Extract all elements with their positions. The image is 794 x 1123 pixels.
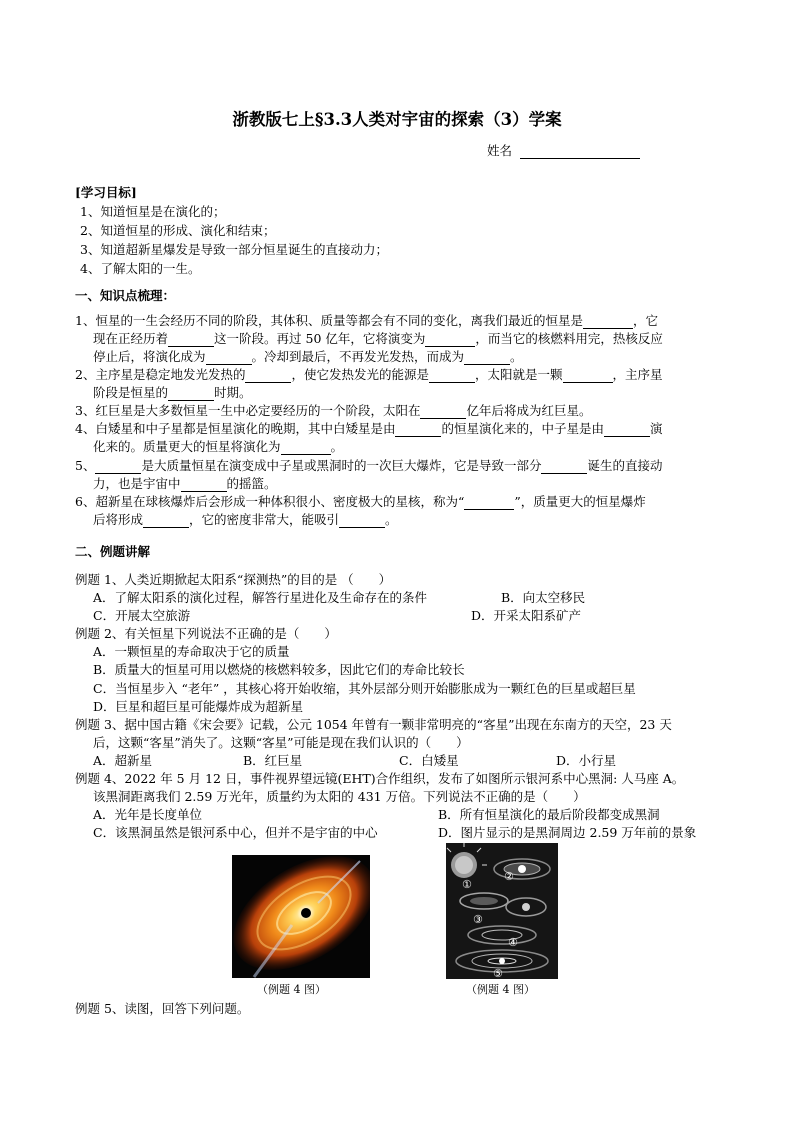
blank[interactable] xyxy=(339,514,385,528)
blank[interactable] xyxy=(429,369,475,383)
star-evolution-graphic xyxy=(446,843,558,979)
stage-label: ① xyxy=(462,878,472,891)
blank[interactable] xyxy=(604,423,650,437)
stage-label: ② xyxy=(504,870,514,883)
k5-line2: 力，也是宇宙中 的摇篮。 xyxy=(93,476,277,491)
k1-line3: 停止后，将演化成为 。冷却到最后，不再发光发热，而成为 。 xyxy=(93,349,523,364)
blank[interactable] xyxy=(464,496,514,510)
ex3-option-d[interactable]: D．小行星 xyxy=(556,753,617,768)
star-evolution-image xyxy=(446,843,558,979)
page-title: 浙教版七上§3.3人类对宇宙的探索（3）学案 xyxy=(232,110,562,129)
k6-line1: 6、超新星在球核爆炸后会形成一种体积很小、密度极大的星核，称为“ ”，质量更大的恒星爆炸 xyxy=(75,494,646,509)
ex4-question-line2: 该黑洞距离我们 2.59 万光年，质量约为太阳的 431 万倍。下列说法不正确的是（ ） xyxy=(93,789,586,804)
ex2-question: 例题 2、有关恒星下列说法不正确的是（ ） xyxy=(75,626,337,641)
section2-heading: 二、例题讲解 xyxy=(75,544,151,559)
blank[interactable] xyxy=(583,315,633,329)
ex3-option-c[interactable]: C．白矮星 xyxy=(399,753,459,768)
k1-line1: 1、恒星的一生会经历不同的阶段，其体积、质量等都会有不同的变化，离我们最近的恒星是 ，它 xyxy=(75,313,658,328)
blank[interactable] xyxy=(95,460,141,474)
objectives-heading: [学习目标] xyxy=(75,185,137,200)
stage-label: ⑤ xyxy=(493,967,503,979)
k5-line1: 5、 是大质量恒星在演变成中子星或黑洞时的一次巨大爆炸，它是导致一部分 诞生的直接动 xyxy=(75,458,663,473)
ex2-option-b[interactable]: B．质量大的恒星可用以燃烧的核燃料较多，因此它们的寿命比较长 xyxy=(93,662,465,677)
figure1-caption: （例题 4 图） xyxy=(257,983,326,996)
k2-line2: 阶段是恒星的 时期。 xyxy=(93,385,252,400)
blank[interactable] xyxy=(168,333,214,347)
blank[interactable] xyxy=(425,333,475,347)
k4-line1: 4、白矮星和中子星都是恒星演化的晚期，其中白矮星是由 的恒星演化来的，中子星是由 演 xyxy=(75,421,663,436)
ex4-option-c[interactable]: C．该黑洞虽然是银河系中心，但并不是宇宙的中心 xyxy=(93,825,378,840)
stage-label: ③ xyxy=(473,913,483,926)
k3-line: 3、红巨星是大多数恒星一生中必定要经历的一个阶段，太阳在 亿年后将成为红巨星。 xyxy=(75,403,592,418)
blank[interactable] xyxy=(143,514,189,528)
ex2-option-c[interactable]: C．当恒星步入 “老年” ，其核心将开始收缩，其外层部分则开始膨胀成为一颗红色的巨星或超巨星 xyxy=(93,681,636,696)
figure2-caption: （例题 4 图） xyxy=(466,983,535,996)
k4-line2: 化来的。质量更大的恒星将演化为 。 xyxy=(93,439,344,454)
k6-line2: 后将形成 ，它的密度非常大，能吸引 。 xyxy=(93,512,398,527)
blank[interactable] xyxy=(541,460,587,474)
blank[interactable] xyxy=(245,369,291,383)
ex1-question: 例题 1、人类近期掀起太阳系“探测热”的目的是 （ ） xyxy=(75,572,392,587)
stage-label: ④ xyxy=(508,936,518,949)
blank[interactable] xyxy=(206,351,252,365)
blank[interactable] xyxy=(181,478,227,492)
blank[interactable] xyxy=(281,441,331,455)
objective-item: 4、了解太阳的一生。 xyxy=(80,261,201,276)
ex1-option-b[interactable]: B．向太空移民 xyxy=(501,590,586,605)
ex2-option-a[interactable]: A．一颗恒星的寿命取决于它的质量 xyxy=(93,644,290,659)
blank[interactable] xyxy=(168,387,214,401)
blank[interactable] xyxy=(395,423,441,437)
black-hole-graphic xyxy=(232,855,370,978)
ex3-question-line2: 后，这颗“客星”消失了。这颗“客星”可能是现在我们认识的（ ） xyxy=(93,735,469,750)
ex1-option-c[interactable]: C．开展太空旅游 xyxy=(93,608,191,623)
ex1-option-d[interactable]: D．开采太阳系矿产 xyxy=(471,608,582,623)
blank[interactable] xyxy=(563,369,613,383)
objective-item: 3、知道超新星爆发是导致一部分恒星诞生的直接动力； xyxy=(80,242,388,257)
ex4-option-b[interactable]: B．所有恒星演化的最后阶段都变成黑洞 xyxy=(438,807,660,822)
black-hole-image xyxy=(232,855,370,978)
ex4-option-d[interactable]: D．图片显示的是黑洞周边 2.59 万年前的景象 xyxy=(438,825,697,840)
ex3-question-line1: 例题 3、据中国古籍《宋会要》记载，公元 1054 年曾有一颗非常明亮的“客星”出现在东南方的天空，23 天 xyxy=(75,717,672,732)
ex4-option-a[interactable]: A．光年是长度单位 xyxy=(93,807,203,822)
k2-line1: 2、主序星是稳定地发光发热的 ，使它发热发光的能源是 ，太阳就是一颗 ，主序星 xyxy=(75,367,663,382)
ex3-option-a[interactable]: A．超新星 xyxy=(93,753,153,768)
objective-item: 2、知道恒星的形成、演化和结束； xyxy=(80,223,276,238)
name-field[interactable] xyxy=(487,141,640,159)
ex3-option-b[interactable]: B．红巨星 xyxy=(243,753,303,768)
ex1-option-a[interactable]: A．了解太阳系的演化过程，解答行星进化及生命存在的条件 xyxy=(93,590,428,605)
name-blank[interactable] xyxy=(520,146,640,159)
ex2-option-d[interactable]: D．巨星和超巨星可能爆炸成为超新星 xyxy=(93,699,304,714)
ex4-question-line1: 例题 4、2022 年 5 月 12 日，事件视界望远镜(EHT)合作组织，发布了如图所示银河系中心黑洞: 人马座 A。 xyxy=(75,771,685,786)
k1-line2: 现在正经历着 这一阶段。再过 50 亿年，它将演变为 ，而当它的核燃料用完，热核反应 xyxy=(93,331,663,346)
section1-heading: 一、知识点梳理： xyxy=(75,288,176,303)
name-label: 姓名 xyxy=(487,143,513,158)
ex5-question: 例题 5、读图，回答下列问题。 xyxy=(75,1001,250,1016)
objective-item: 1、知道恒星是在演化的； xyxy=(80,204,226,219)
blank[interactable] xyxy=(464,351,510,365)
blank[interactable] xyxy=(420,405,466,419)
